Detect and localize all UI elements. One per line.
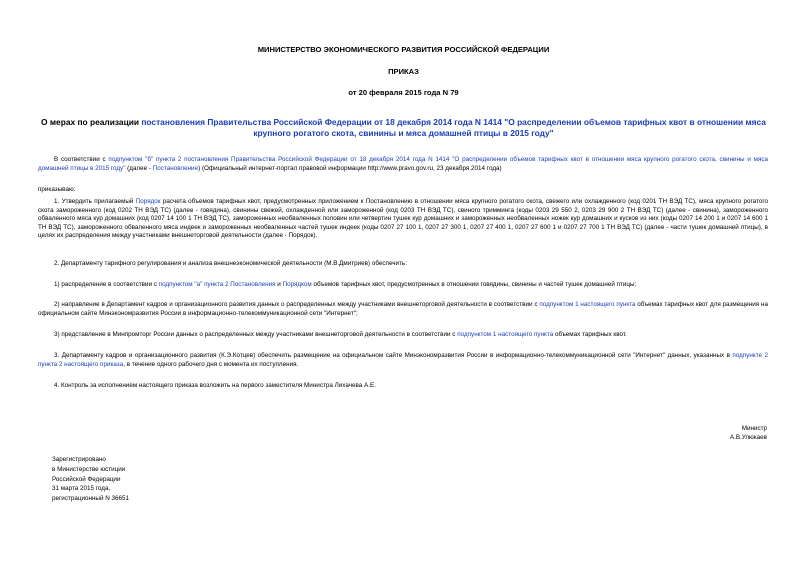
item-2-1 <box>38 281 768 290</box>
item-1 <box>38 198 768 241</box>
item-3 <box>38 352 768 369</box>
preamble-text: В соответствии с <box>54 156 109 163</box>
item-1-link-procedure[interactable]: Порядок <box>135 198 161 205</box>
item-2-2-text: 2) направление в Департамент кадров и организационного развития данных о распределенных между участниками внешнеторговой деятельности в соответствии с <box>54 301 540 308</box>
item-1-text: расчета объемов тарифных квот, предусмотренных приложением к Постановлению в отношении мяса крупного рогатого скота, свежего или охлажденного (код 0201 ТН ВЭД ТС), мяса крупного рогатого скота замороженного (код 0202 ТН ВЭД ТС) (далее - говядина), свинины свежей, охлажденной или замороженной (код 0203 ТН ВЭД ТС), свиного тримминга (коды 0203 29 550 2, 0203 29 900 2 ТН ВЭД ТС) (далее - свинина), замороженного обваленного мяса кур домашних (код 0207 14 100 1 ТН ВЭД ТС), замороженных необваленных половин или четвертин тушек кур домашних и замороженных необваленных ножек кур домашних и кусков из них (коды 0207 14 200 1 и 0207 14 600 1 ТН ВЭД ТС), замороженного обваленного мяса индеек и замороженных необваленных частей тушек индеек (коды 0207 27 100 1, 0207 27 300 1, 0207 27 400 1, 0207 27 600 1 и 0207 27 700 1 ТН ВЭД ТС) (далее - части тушек домашней птицы), в целях их распределения между участниками внешнеторговой деятельности (далее - Порядок). <box>38 198 769 239</box>
item-2-3-text: объемах тарифных квот. <box>553 331 627 338</box>
signature-position: Министр <box>741 425 767 432</box>
item-1-text: 1. Утвердить прилагаемый <box>54 198 136 205</box>
item-2-1-text: 1) распределение в соответствии с <box>54 281 159 288</box>
item-2-1-link-procedure[interactable]: Порядком <box>282 281 312 288</box>
ministry-heading: МИНИСТЕРСТВО ЭКОНОМИЧЕСКОГО РАЗВИТИЯ РОССИЙСКОЙ ФЕДЕРАЦИИ <box>257 45 550 54</box>
title-resolution-link[interactable]: постановления Правительства Российской Федерации от 18 декабря 2014 года N 1414 "О распределении объемов тарифных квот в отношении мяса крупного рогатого скота, свинины и мяса домашней птицы в 2015 году" <box>141 117 766 138</box>
registration-line: Зарегистрировано <box>52 456 106 463</box>
preamble-text: (далее - <box>125 164 153 172</box>
registration-line: в Министерстве юстиции <box>52 465 126 473</box>
item-2-2 <box>38 301 768 318</box>
preamble-link-resolution[interactable]: Постановление <box>152 164 199 172</box>
item-2-2-text: объемах тарифных квот для размещения на официальном сайте Минэкономразвития России в информационно-телекоммуникационной сети "Интернет"; <box>38 301 768 317</box>
preamble-link-subpoint[interactable]: подпунктом "б" пункта 2 постановления Правительства Российской Федерации от 18 декабря 2014 года N 1414 "О распределении объемов тарифных квот в отношении мяса крупного рогатого скота, свинины и мяса домашней птицы в 2015 году" <box>38 156 768 172</box>
registration-block <box>52 455 129 504</box>
item-3-text: 3. Департаменту кадров и организационного развития (К.Э.Котцев) обеспечить размещение на официальном сайте Минэкономразвития России в информационно-телекоммуникационной сети "Интернет" данных, указанных в <box>54 352 733 359</box>
item-2-3-link-subpoint-1[interactable]: подпунктом 1 настоящего пункта <box>457 331 554 338</box>
item-3-text: , в течение одного рабочего дня с момента их поступления. <box>123 360 299 368</box>
item-2-1-link-subpoint-a[interactable]: подпунктом "а" пункта 2 Постановления <box>158 281 276 288</box>
order-title <box>40 117 767 139</box>
date-number-heading: от 20 февраля 2015 года N 79 <box>348 88 459 97</box>
preamble-paragraph <box>38 156 768 173</box>
preamble-text: ) (Официальный интернет-портал правовой информации http://www.pravo.gov.ru, 23 декабря 2014 года) <box>198 164 502 172</box>
item-4: 4. Контроль за исполнением настоящего приказа возложить на первого заместителя Министра Лихачева А.Е. <box>54 382 376 389</box>
registration-line: 31 марта 2015 года, <box>52 485 111 493</box>
item-2: 2. Департаменту тарифного регулирования и анализа внешнеэкономической деятельности (М.В.Дмитриев) обеспечить: <box>54 260 407 267</box>
title-prefix: О мерах по реализации <box>41 117 142 127</box>
item-2-1-text: объемов тарифных квот, предусмотренных в отношении говядины, свинины и частей тушек домашней птицы; <box>311 281 637 288</box>
item-2-2-link-subpoint-1[interactable]: подпунктом 1 настоящего пункта <box>539 301 636 308</box>
item-2-3-text: 3) представление в Минпромторг России данных о распределенных между участниками внешнеторговой деятельности в соответствии с <box>54 331 458 338</box>
registration-line: Российской Федерации <box>52 475 121 483</box>
registration-line: регистрационный N 36651 <box>52 495 130 502</box>
item-3-link-subpoint-2[interactable]: подпункте 2 пункта 2 настоящего приказа <box>38 352 768 368</box>
signature-name: А.В.Улюкаев <box>729 433 767 441</box>
order-word: приказываю: <box>38 186 76 193</box>
signature-block <box>730 425 767 442</box>
item-2-1-text: и <box>275 281 283 288</box>
doc-type-heading: ПРИКАЗ <box>388 67 419 76</box>
item-2-3 <box>38 331 768 340</box>
